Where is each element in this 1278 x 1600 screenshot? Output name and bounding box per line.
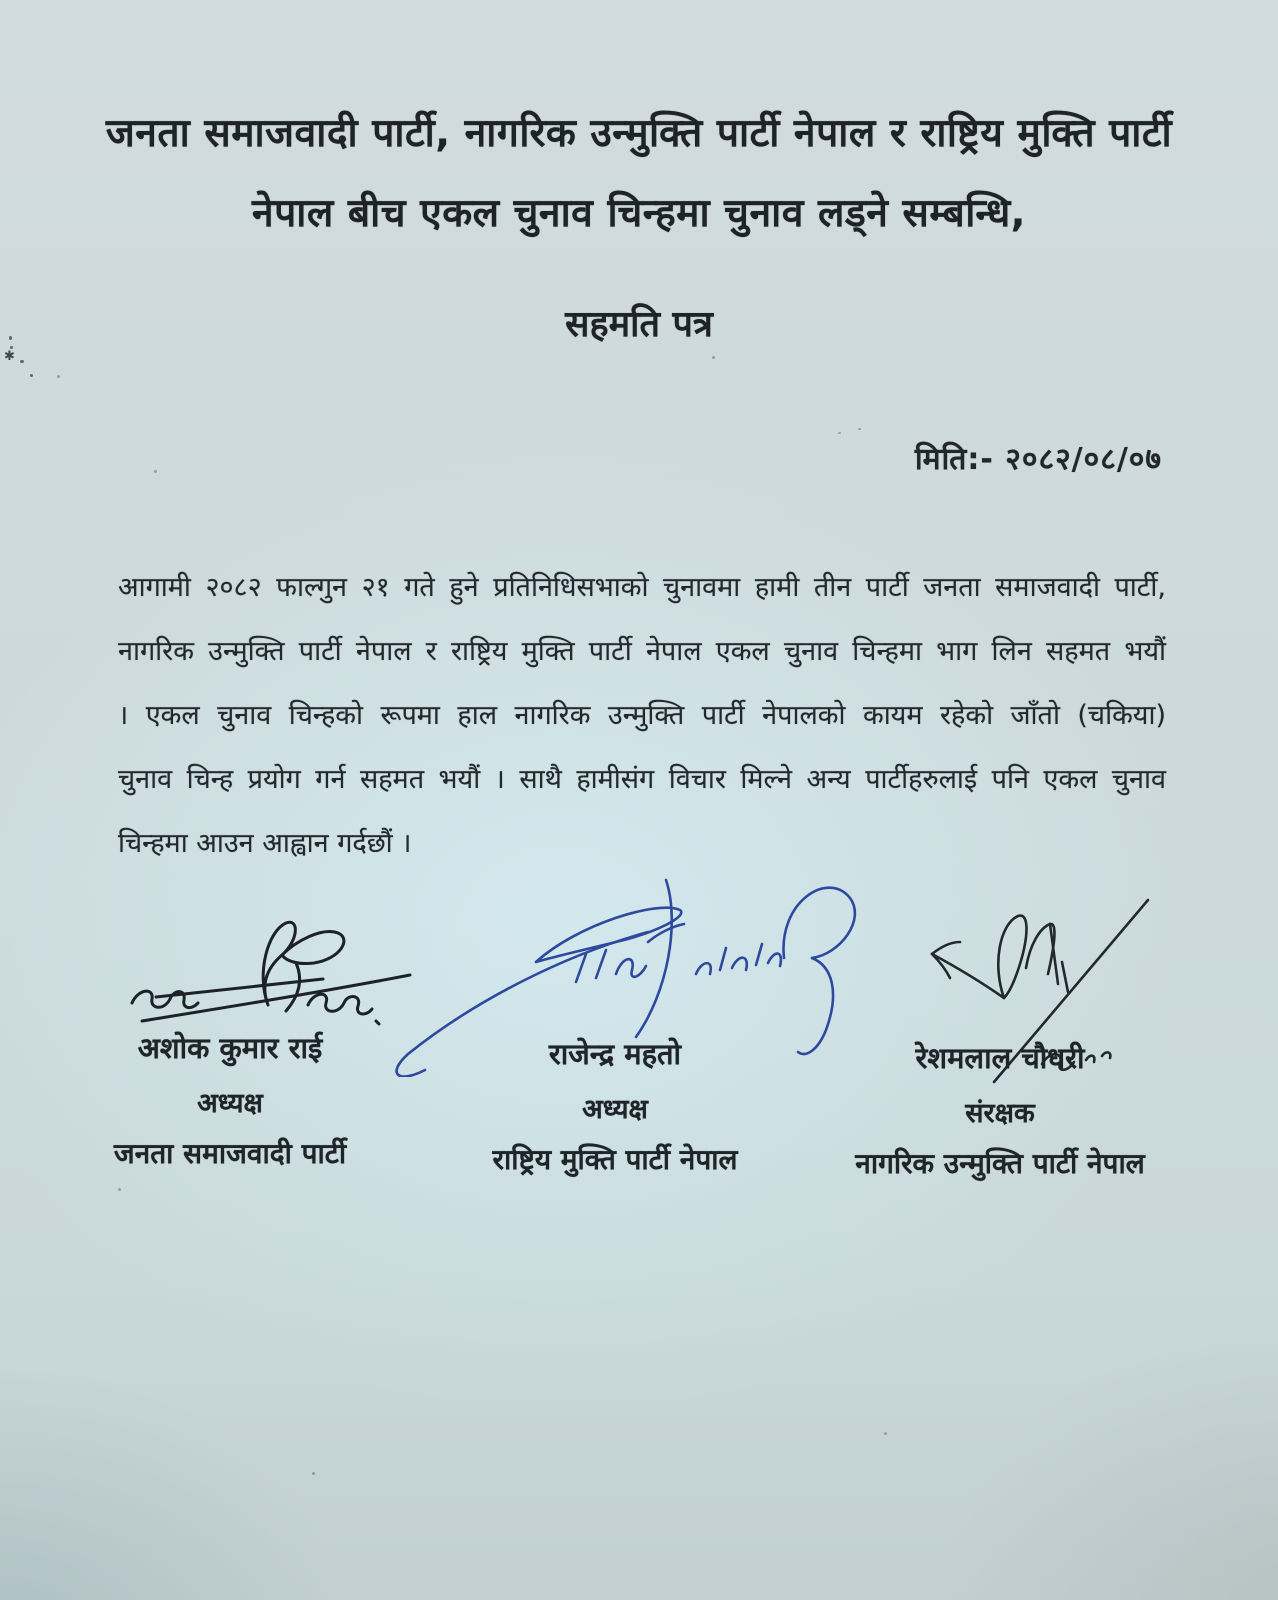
paper-speck [57,375,60,378]
paper-speck [9,336,12,340]
signatory-block-nup [800,1038,1200,1182]
paper-speck [30,374,33,377]
body-line: । एकल चुनाव चिन्हको रूपमा हाल नागरिक उन्मुक्ति पार्टी नेपालको कायम रहेको जाँतो (चकिया) [118,700,1166,731]
document-title [0,94,1278,254]
signatory-name: राजेन्द्र महतो [548,1037,682,1071]
document-title-line-2: नेपाल बीच एकल चुनाव चिन्हमा चुनाव लड्ने सम्बन्धि, [252,191,1026,236]
signatory-role: संरक्षक [965,1098,1035,1129]
document-subtitle: सहमति पत्र [565,304,713,345]
paper-speck [154,470,157,473]
signatory-name: रेशमलाल चौधरी [915,1041,1085,1075]
body-paragraph [118,556,1166,876]
paper-speck [118,1188,121,1191]
signatory-block-rmp [440,1034,790,1178]
paper-speck [858,428,861,430]
signatory-party: जनता समाजवादी पार्टी [113,1137,347,1170]
paper-speck [312,1472,315,1475]
body-line: चुनाव चिन्ह प्रयोग गर्न सहमत भयौं । साथै हामीसंग विचार मिल्ने अन्य पार्टीहरुलाई पनि एकल चुनाव [118,764,1166,795]
signatory-party: नागरिक उन्मुक्ति पार्टी नेपाल [855,1147,1145,1180]
signatory-name: अशोक कुमार राई [137,1031,323,1065]
signatory-role: अध्यक्ष [197,1088,263,1119]
body-line: चिन्हमा आउन आह्वान गर्दछौं । [118,828,412,859]
paper-speck [838,432,841,434]
signatory-party: राष्ट्रिय मुक्ति पार्टी नेपाल [492,1143,738,1176]
paper-speck [20,360,24,363]
body-line: नागरिक उन्मुक्ति पार्टी नेपाल र राष्ट्रिय मुक्ति पार्टी नेपाल एकल चुनाव चिन्हमा भाग लिन सहमत भयौं [118,636,1166,667]
paper-speck [884,1432,887,1435]
body-line: आगामी २०८२ फाल्गुन २१ गते हुने प्रतिनिधिसभाको चुनावमा हामी तीन पार्टी जनता समाजवादी पार्टी, [118,572,1166,603]
paper-speck [712,356,715,359]
signatory-role: अध्यक्ष [582,1094,648,1125]
scan-mark: ✱ [4,349,15,364]
signatory-block-jsp [70,1028,390,1172]
paper-speck [10,346,13,349]
date-line: मिति:- २०८२/०८/०७ [914,442,1162,477]
document-title-line-1: जनता समाजवादी पार्टी, नागरिक उन्मुक्ति पार्टी नेपाल र राष्ट्रिय मुक्ति पार्टी [105,111,1173,156]
